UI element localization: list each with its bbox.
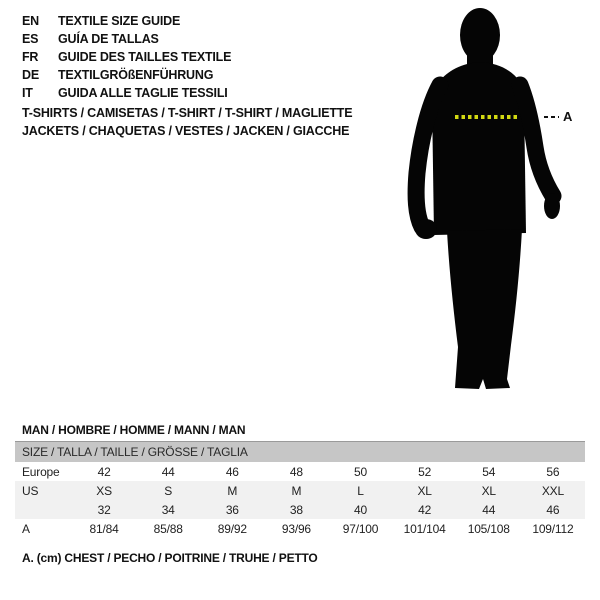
language-label: GUÍA DE TALLAS bbox=[58, 32, 159, 46]
size-table-cell: 81/84 bbox=[89, 521, 119, 536]
size-table-cell: 42 bbox=[97, 464, 111, 479]
size-table-cell: 93/96 bbox=[281, 521, 311, 536]
size-table-cell: 97/100 bbox=[342, 521, 379, 536]
size-table-cell: XXL bbox=[541, 483, 564, 498]
size-table-cell: 36 bbox=[225, 502, 239, 517]
language-label: GUIDE DES TAILLES TEXTILE bbox=[58, 50, 232, 64]
size-table-cell: XL bbox=[417, 483, 432, 498]
language-code: FR bbox=[22, 50, 39, 64]
language-list bbox=[22, 12, 231, 102]
language-code: DE bbox=[22, 68, 39, 82]
size-table-cell: 52 bbox=[418, 464, 432, 479]
size-table-cell: 44 bbox=[161, 464, 175, 479]
size-table-cell: 38 bbox=[289, 502, 303, 517]
language-label: TEXTILGRÖßENFÜHRUNG bbox=[58, 68, 214, 82]
size-table-cell: 40 bbox=[354, 502, 367, 517]
size-table-cell: 34 bbox=[161, 502, 175, 517]
size-table-row bbox=[15, 500, 585, 519]
size-table-cell: 109/112 bbox=[532, 521, 574, 536]
language-code: EN bbox=[22, 14, 39, 28]
size-table-cell: 46 bbox=[546, 502, 560, 517]
size-table-cell: M bbox=[291, 483, 302, 498]
man-silhouette bbox=[395, 5, 600, 400]
size-table-cell: 85/88 bbox=[153, 521, 183, 536]
size-table bbox=[15, 441, 585, 538]
size-table-cell: 54 bbox=[482, 464, 496, 479]
size-table-cell: 89/92 bbox=[217, 521, 247, 536]
size-table-cell: 101/104 bbox=[403, 521, 446, 536]
size-table-row bbox=[15, 481, 585, 500]
size-table-header: SIZE / TALLA / TAILLE / GRÖSSE / TAGLIA bbox=[15, 442, 585, 463]
measurement-footnote: A. (cm) CHEST / PECHO / POITRINE / TRUHE / PETTO bbox=[22, 551, 318, 565]
category-line-tshirts: T-SHIRTS / CAMISETAS / T-SHIRT / T-SHIRT / MAGLIETTE bbox=[22, 106, 353, 120]
category-line-jackets: JACKETS / CHAQUETAS / VESTES / JACKEN / GIACCHE bbox=[22, 124, 350, 138]
language-row bbox=[22, 48, 231, 66]
size-table-cell: 48 bbox=[289, 464, 303, 479]
size-table-cell: 46 bbox=[225, 464, 239, 479]
size-table-cell: 32 bbox=[97, 502, 111, 517]
man-silhouette-graphic bbox=[395, 5, 573, 395]
size-table-row-label: Europe bbox=[22, 464, 60, 479]
language-label: GUIDA ALLE TAGLIE TESSILI bbox=[58, 86, 228, 100]
language-row bbox=[22, 66, 231, 84]
language-row bbox=[22, 84, 231, 102]
size-table-row-label bbox=[15, 500, 72, 519]
size-table-row bbox=[15, 519, 585, 538]
language-row bbox=[22, 12, 231, 30]
size-table-header-row bbox=[15, 442, 585, 463]
language-code: ES bbox=[22, 32, 39, 46]
section-title-man: MAN / HOMBRE / HOMME / MANN / MAN bbox=[22, 423, 246, 437]
size-table-cell: M bbox=[227, 483, 238, 498]
size-table-cell: 44 bbox=[482, 502, 496, 517]
size-table-cell: S bbox=[164, 483, 173, 498]
language-label: TEXTILE SIZE GUIDE bbox=[58, 14, 181, 28]
size-table-cell: XS bbox=[96, 483, 112, 498]
size-table-cell: 50 bbox=[354, 464, 367, 479]
language-code: IT bbox=[22, 86, 33, 100]
size-table-cell: 42 bbox=[418, 502, 432, 517]
language-row bbox=[22, 30, 231, 48]
size-table-cell: 105/108 bbox=[467, 521, 510, 536]
size-table-row-label: US bbox=[22, 483, 39, 498]
size-table-row bbox=[15, 462, 585, 481]
size-table-cell: L bbox=[357, 483, 364, 498]
measurement-a-label: A bbox=[563, 109, 573, 124]
size-table-row-label: A bbox=[22, 521, 30, 536]
size-table-cell: 56 bbox=[546, 464, 560, 479]
size-table-cell: XL bbox=[481, 483, 496, 498]
